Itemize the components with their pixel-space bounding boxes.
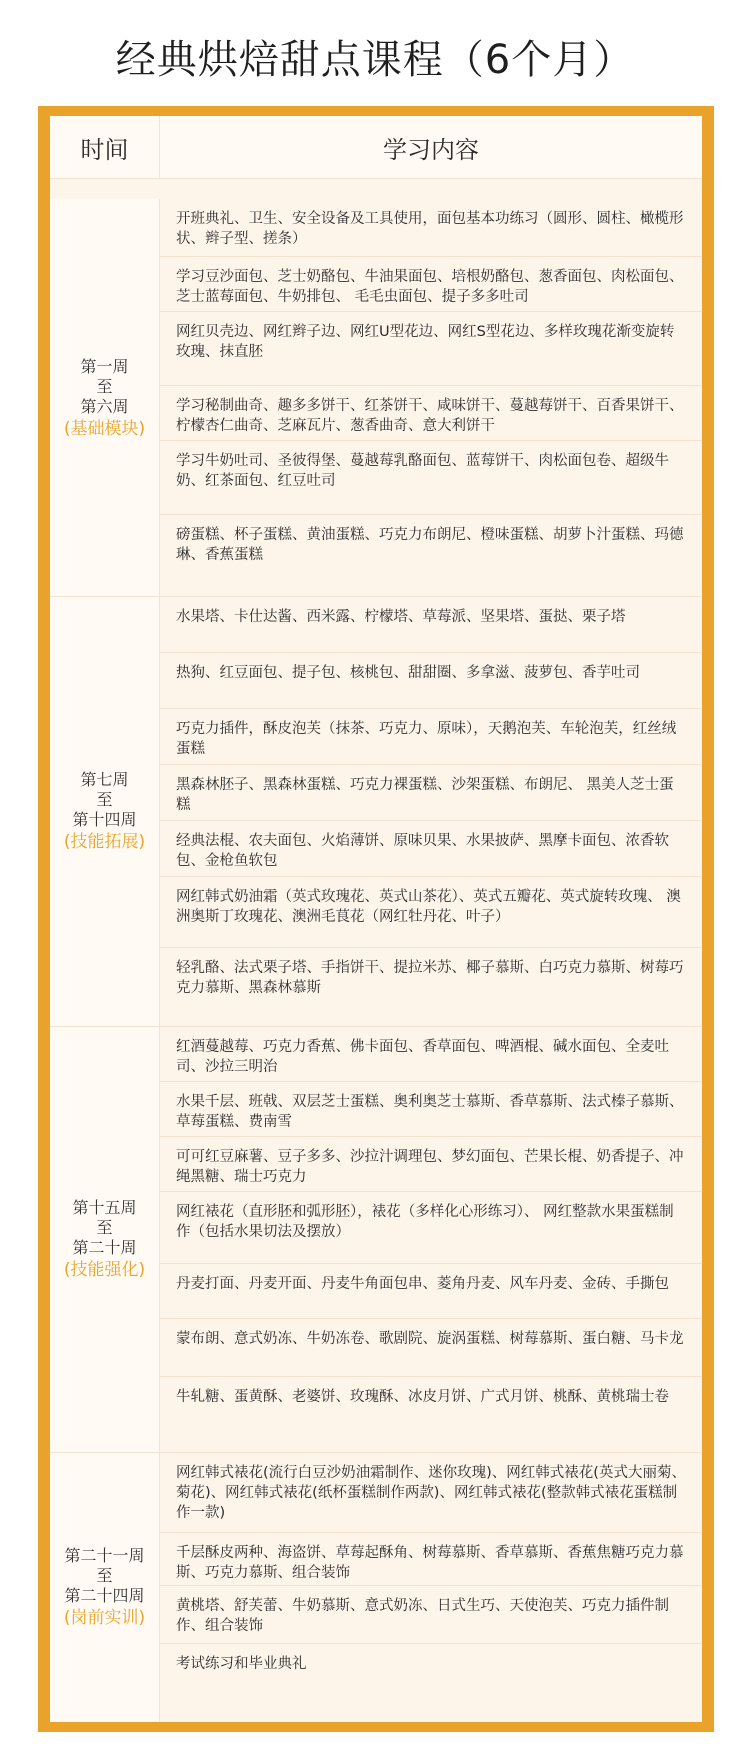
course-item: 轻乳酪、法式栗子塔、手指饼干、提拉米苏、椰子慕斯、白巧克力慕斯、树莓巧克力慕斯、黑森林慕斯 — [176, 960, 684, 997]
period-to: 至 — [96, 790, 113, 810]
period-end: 第二十四周 — [64, 1586, 145, 1606]
course-item: 丹麦打面、丹麦开面、丹麦牛角面包串、菱角丹麦、风车丹麦、金砖、手撕包 — [160, 1264, 702, 1319]
period-tag: (岗前实训) — [63, 1608, 146, 1629]
course-table-frame — [38, 106, 714, 1732]
period-to: 至 — [96, 1566, 113, 1586]
period-cell — [50, 1453, 160, 1722]
course-item: 热狗、红豆面包、提子包、核桃包、甜甜圈、多拿滋、菠萝包、香芋吐司 — [160, 653, 702, 709]
period-start: 第二十一周 — [64, 1546, 145, 1566]
course-item: 牛轧糖、蛋黄酥、老婆饼、玫瑰酥、冰皮月饼、广式月饼、桃酥、黄桃瑞士卷 — [176, 1388, 669, 1405]
course-item: 黄桃塔、舒芙蕾、牛奶慕斯、意式奶冻、日式生巧、天使泡芙、巧克力插件制作、组合装饰 — [160, 1586, 702, 1644]
course-item: 开班典礼、卫生、安全设备及工具使用，面包基本功练习（圆形、圆柱、橄榄形状、辫子型、搓条） — [160, 199, 702, 257]
course-item: 考试练习和毕业典礼 — [176, 1655, 307, 1672]
period-content — [160, 1453, 702, 1722]
course-table — [50, 116, 702, 1722]
course-item: 黑森林胚子、黑森林蛋糕、巧克力裸蛋糕、沙架蛋糕、布朗尼、 黑美人芝士蛋糕 — [160, 765, 702, 821]
header-time: 时间 — [50, 116, 160, 179]
period-end: 第六周 — [80, 396, 129, 416]
course-item: 网红贝壳边、网红辫子边、网红U型花边、网红S型花边、多样玫瑰花渐变旋转玫瑰、抹直胚 — [160, 312, 702, 386]
period-content — [160, 199, 702, 597]
page-title: 经典烘焙甜点课程（6个月） — [115, 37, 635, 83]
period-content — [160, 597, 702, 1026]
course-item: 学习秘制曲奇、趣多多饼干、红茶饼干、咸味饼干、蔓越莓饼干、百香果饼干、柠檬杏仁曲奇、芝麻瓦片、葱香曲奇、意大利饼干 — [160, 386, 702, 441]
course-item: 千层酥皮两种、海盗饼、草莓起酥角、树莓慕斯、香草慕斯、香蕉焦糖巧克力慕斯、巧克力慕斯、组合装饰 — [160, 1533, 702, 1586]
course-item: 磅蛋糕、杯子蛋糕、黄油蛋糕、巧克力布朗尼、橙味蛋糕、胡萝卜汁蛋糕、玛德琳、香蕉蛋糕 — [176, 527, 684, 564]
period-start: 第一周 — [80, 356, 129, 376]
course-item: 网红韩式奶油霜（英式玫瑰花、英式山茶花）、英式五瓣花、英式旋转玫瑰、 澳洲奥斯丁玫瑰花、澳洲毛茛花（网红牡丹花、叶子） — [160, 877, 702, 948]
header-content: 学习内容 — [160, 116, 702, 179]
period-tag: (技能强化) — [63, 1260, 146, 1281]
course-item: 网红韩式裱花(流行白豆沙奶油霜制作、迷你玫瑰)、网红韩式裱花(英式大丽菊、菊花)、网红韩式裱花(纸杯蛋糕制作两款)、网红韩式裱花(整款韩式裱花蛋糕制作一款) — [160, 1453, 702, 1533]
period-cell — [50, 1027, 160, 1453]
period-content — [160, 1027, 702, 1453]
course-item: 可可红豆麻薯、豆子多多、沙拉汁调理包、梦幻面包、芒果长棍、奶香提子、冲绳黑糖、瑞士巧克力 — [160, 1137, 702, 1192]
period-end: 第二十周 — [72, 1238, 137, 1258]
period-to: 至 — [96, 1218, 113, 1238]
period-end: 第十四周 — [72, 810, 137, 830]
course-item: 网红裱花（直形胚和弧形胚），裱花（多样化心形练习）、 网红整款水果蛋糕制作（包括水果切法及摆放） — [160, 1192, 702, 1264]
course-item: 学习豆沙面包、芝士奶酪包、牛油果面包、培根奶酪包、葱香面包、肉松面包、芝士蓝莓面包、牛奶排包、 毛毛虫面包、提子多多吐司 — [160, 257, 702, 312]
course-item: 学习牛奶吐司、圣彼得堡、蔓越莓乳酪面包、蓝莓饼干、肉松面包卷、超级牛奶、红茶面包、红豆吐司 — [160, 441, 702, 515]
period-cell — [50, 199, 160, 597]
course-item: 巧克力插件，酥皮泡芙（抹茶、巧克力、原味），天鹅泡芙、车轮泡芙，红丝绒蛋糕 — [160, 709, 702, 765]
course-item: 蒙布朗、意式奶冻、牛奶冻卷、歌剧院、旋涡蛋糕、树莓慕斯、蛋白糖、马卡龙 — [160, 1319, 702, 1377]
period-tag: (基础模块) — [63, 418, 146, 439]
period-cell — [50, 597, 160, 1026]
course-item: 水果千层、班戟、双层芝士蛋糕、奥利奥芝士慕斯、香草慕斯、法式榛子慕斯、草莓蛋糕、费南雪 — [160, 1082, 702, 1137]
course-item: 经典法棍、农夫面包、火焰薄饼、原味贝果、水果披萨、黑摩卡面包、浓香软包、金枪鱼软包 — [160, 821, 702, 877]
period-to: 至 — [96, 376, 113, 396]
course-item: 水果塔、卡仕达酱、西米露、柠檬塔、草莓派、坚果塔、蛋挞、栗子塔 — [160, 597, 702, 653]
period-start: 第七周 — [80, 770, 129, 790]
period-tag: (技能拓展) — [63, 832, 146, 853]
course-item: 红酒蔓越莓、巧克力香蕉、佛卡面包、香草面包、啤酒棍、碱水面包、全麦吐司、沙拉三明治 — [160, 1027, 702, 1082]
period-start: 第十五周 — [72, 1198, 137, 1218]
